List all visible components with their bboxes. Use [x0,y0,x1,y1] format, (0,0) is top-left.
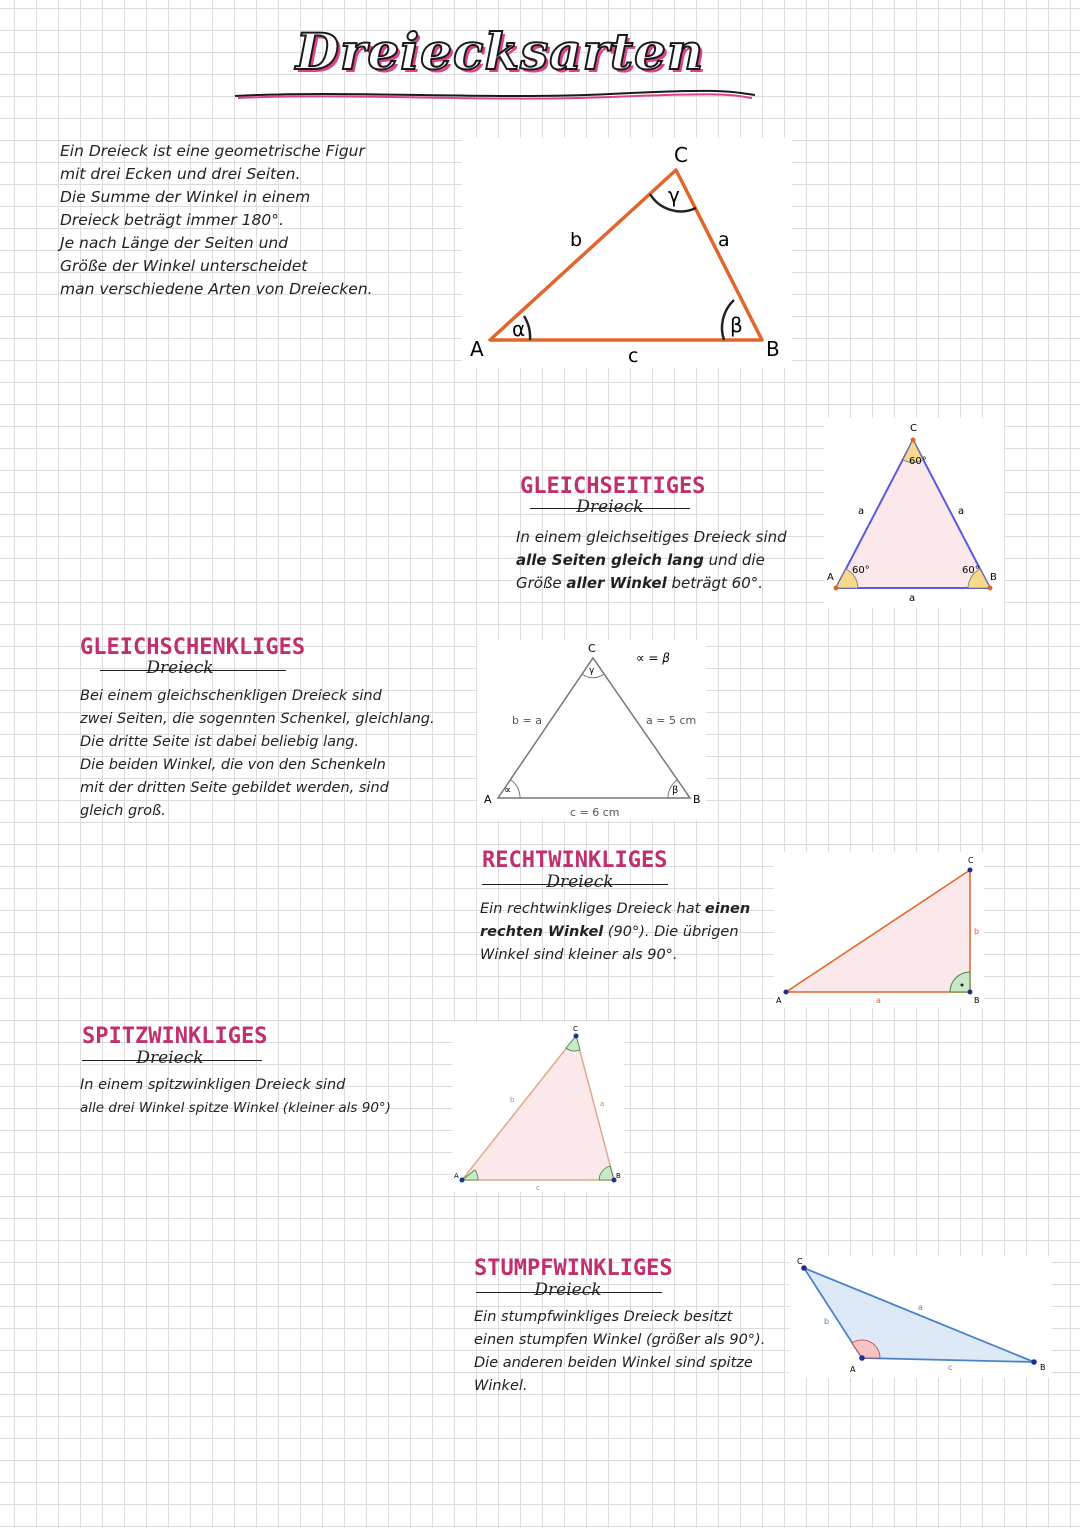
side-label: a [858,506,865,517]
angle-label: 60° [962,565,980,576]
equilateral-underline [530,508,690,509]
vertex-a-label: A [484,793,492,806]
main-triangle [490,170,762,340]
text-segment: beträgt 60°. [666,574,764,592]
right-subheading: Dreieck [546,872,614,892]
isosceles-heading: GLEICHSCHENKLIGES [80,635,306,660]
isosceles-line: mit der dritten Seite gebildet werden, sind [80,780,389,796]
title-swash [230,88,760,102]
side-a-label: a [918,1303,923,1312]
right-text [480,898,780,967]
side-a-label: a [600,1100,605,1108]
side-label: a [958,506,965,517]
vertex-point [968,868,973,873]
isosceles-line: Bei einem gleichschenkligen Dreieck sind [80,688,382,704]
angle-arc [566,1036,580,1051]
text-bold-segment: aller Winkel [566,574,667,592]
right-heading: RECHTWINKLIGES [482,848,668,873]
intro-line: Je nach Länge der Seiten und [60,234,289,252]
intro-line: Ein Dreieck ist eine geometrische Figur [60,142,365,160]
right-underline [482,884,668,885]
acute-text [80,1074,440,1120]
main-triangle-figure [462,138,792,368]
vertex-a-label: A [470,337,484,361]
acute-triangle-figure [452,1022,624,1192]
acute-underline [82,1060,262,1061]
text-bold-segment: alle Seiten gleich lang [516,551,704,569]
side-c-label: c [948,1363,953,1372]
obtuse-heading: STUMPFWINKLIGES [474,1256,673,1281]
isosceles-triangle [498,658,690,798]
obtuse-line: Ein stumpfwinkliges Dreieck besitzt [474,1309,733,1325]
isosceles-triangle-figure [478,640,706,820]
acute-line: alle drei Winkel spitze Winkel (kleiner als 90°) [80,1100,391,1116]
text-segment: (90°). Die übrigen [603,924,739,940]
intro-line: Dreieck beträgt immer 180°. [60,211,284,229]
vertex-point [1031,1359,1037,1365]
obtuse-line: Die anderen beiden Winkel sind spitze [474,1355,753,1371]
intro-line: Die Summe der Winkel in einem [60,188,311,206]
vertex-b-label: B [616,1172,621,1180]
side-a-label: a = 5 cm [646,714,697,727]
equilateral-text [516,526,806,595]
vertex-b-label: B [693,793,701,806]
isosceles-underline [100,670,286,671]
right-triangle [786,870,970,992]
acute-line: In einem spitzwinkligen Dreieck sind [80,1077,346,1093]
isosceles-line: Die dritte Seite ist dabei beliebig lang. [80,734,359,750]
text-bold-segment: einen [704,901,751,917]
angle-label: 60° [909,456,927,467]
vertex-point [859,1355,865,1361]
text-segment: In einem gleichseitiges Dreieck sind [516,528,787,546]
text-segment: und die [703,551,765,569]
vertex-point [574,1034,579,1039]
vertex-b-label: B [990,572,997,583]
vertex-point [460,1178,465,1183]
side-b-label: b [824,1317,830,1326]
isosceles-text [80,685,460,823]
acute-heading: SPITZWINKLIGES [82,1024,268,1049]
isosceles-line: Die beiden Winkel, die von den Schenkeln [80,757,386,773]
vertex-a-label: A [454,1172,459,1180]
intro-line: man verschiedene Arten von Dreiecken. [60,280,373,298]
obtuse-triangle [804,1268,1034,1362]
isosceles-line: gleich groß. [80,803,166,819]
vertex-point [801,1265,807,1271]
vertex-c-label: C [573,1025,578,1033]
vertex-point [784,990,789,995]
side-b-label: b [974,927,980,936]
angle-alpha-label: α [512,317,526,341]
right-triangle-figure [774,852,984,1008]
acute-subheading: Dreieck [136,1048,204,1068]
obtuse-text [474,1306,784,1398]
side-c-label: c [536,1184,540,1192]
isosceles-line: zwei Seiten, die sogennten Schenkel, gleichlang. [80,711,435,727]
obtuse-underline [476,1292,662,1293]
isosceles-subheading: Dreieck [146,658,214,678]
angle-note: ∝ = β [636,651,670,665]
equilateral-subheading: Dreieck [576,497,644,517]
vertex-b-label: B [766,337,780,361]
text-segment: Ein rechtwinkliges Dreieck hat [480,901,705,917]
angle-beta-label: β [730,313,743,337]
vertex-point [968,990,973,995]
angle-beta-label: β [672,785,679,796]
obtuse-triangle-figure [790,1256,1052,1378]
vertex-a-label: A [827,572,834,583]
intro-text [60,140,420,301]
side-b-label: b = a [512,714,542,727]
vertex-c-label: C [797,1257,803,1266]
side-a-label: a [876,996,881,1005]
text-segment: Größe [516,574,567,592]
vertex-c-label: C [910,423,917,434]
side-b-label: b [570,229,583,251]
obtuse-line: Winkel. [474,1378,528,1394]
vertex-point [834,586,839,591]
intro-line: mit drei Ecken und drei Seiten. [60,165,301,183]
vertex-c-label: C [674,143,688,167]
page-title: Dreiecksarten [295,22,705,81]
angle-alpha-label: ∝ [504,785,512,796]
vertex-c-label: C [968,856,974,865]
side-b-label: b [510,1096,515,1104]
vertex-a-label: A [850,1365,856,1374]
text-bold-segment: rechten Winkel [480,924,604,940]
vertex-c-label: C [588,642,596,655]
equilateral-heading: GLEICHSEITIGES [520,474,706,499]
right-angle-dot [961,984,964,987]
angle-label: 60° [852,565,870,576]
intro-line: Größe der Winkel unterscheidet [60,257,308,275]
side-c-label: c [628,345,639,367]
vertex-point [988,586,993,591]
vertex-point [911,438,916,443]
obtuse-subheading: Dreieck [534,1280,602,1300]
vertex-b-label: B [1040,1363,1046,1372]
vertex-a-label: A [776,996,782,1005]
acute-triangle [462,1036,614,1180]
side-label: a [909,593,916,604]
angle-gamma-label: γ [589,666,595,676]
angle-gamma-label: γ [668,183,680,207]
vertex-b-label: B [974,996,980,1005]
side-c-label: c = 6 cm [570,806,620,819]
side-a-label: a [718,229,730,251]
obtuse-line: einen stumpfen Winkel (größer als 90°). [474,1332,766,1348]
text-segment: Winkel sind kleiner als 90°. [480,947,678,963]
equilateral-triangle-figure [824,418,1004,608]
